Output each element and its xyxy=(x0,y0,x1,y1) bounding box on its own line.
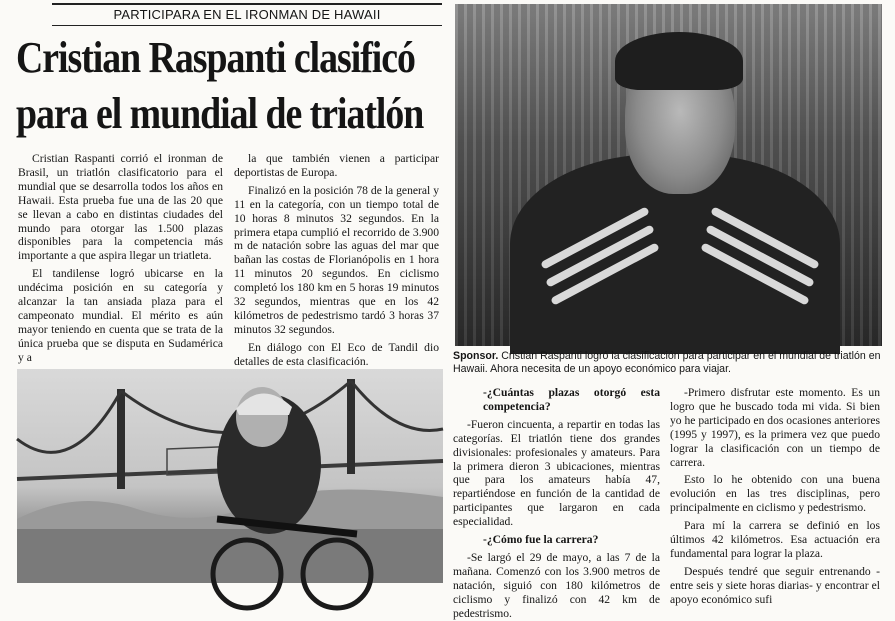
paragraph: Después tendré que seguir entrenando -entre seis y siete horas diarias- y encontrar el apoyo económico sufi xyxy=(670,564,880,606)
paragraph: Esto lo he obtenido con una buena evolución en las tres disciplinas, pero principalmente en ciclismo y pedestrismo. xyxy=(670,473,880,515)
paragraph: Para mí la carrera se definió en los últimos 42 kilómetros. Esa actuación era fundamental para lograr la plaza. xyxy=(670,519,880,560)
interview-answer: -Se largó el 29 de mayo, a las 7 de la mañana. Comenzó con los 3.900 metros de natación, siguió con 180 kilómetros de ciclismo y finalizó con 42 km de pedestrismo. xyxy=(453,550,660,620)
paragraph: Cristian Raspanti corrió el ironman de Brasil, un triatlón clasificatorio para el mundial que se desarrolla todos los años en Hawaii. Esta prueba fue una de las 20 que se llevan a cabo en distintas ciudades del mundo para otorgar las 1.500 plazas disponibles para la competencia más importante a que aspira llegar un triatleta. xyxy=(18,152,223,263)
interview-question: -¿Cómo fue la carrera? xyxy=(483,533,599,547)
portrait-photo xyxy=(455,4,882,346)
paragraph: En diálogo con El Eco de Tandil dio detalles de esta clasificación. xyxy=(234,340,439,368)
bridge-scene-illustration xyxy=(17,369,443,583)
paragraph: la que también vienen a participar deportistas de Europa. xyxy=(234,152,439,179)
caption-text: Cristian Raspanti logró la clasificación para participar en el mundial de triatlón en Hawaii. Ahora necesita de un apoyo económico para viajar. xyxy=(453,350,881,375)
article-column-3 xyxy=(453,386,660,620)
paragraph: El tandilense logró ubicarse en la undécima posición en su categoría y alcanzar la tan ansiada plaza para el campeonato mundial. El mérito es aún mayor teniendo en cuenta que se trata de la única prueba que se disputa en Sudamérica y a xyxy=(18,267,223,364)
hair xyxy=(615,32,743,90)
photo-caption xyxy=(453,350,883,375)
cyclist-bridge-photo xyxy=(17,369,443,583)
headline-line-2: para el mundial de triatlón xyxy=(16,89,424,138)
paragraph: Finalizó en la posición 78 de la general y 11 en la categoría, con un tiempo total de 10 horas 8 minutos 32 segundos. En la primera etapa cumplió el recorrido de 3.900 m de natación sobre las aguas del mar que bañan las costas de Florianópolis en 1 hora 11 minutos 20 segundos. En ciclismo completó los 180 km en 5 horas 19 minutos 32 segundos, mientras que en los 42 kilómetros de pedestrismo tardó 3 horas 37 minutos 32 segundos. xyxy=(234,183,439,336)
article-column-4 xyxy=(670,386,880,606)
paragraph: -Primero disfrutar este momento. Es un logro que he buscado toda mi vida. Si bien yo he participado en dos ocasiones anteriores (1995 y 1997), es la primera vez que puedo lograr la clasificación con un tiempo de carrera. xyxy=(670,386,880,469)
headline xyxy=(16,30,424,142)
caption-lead: Sponsor. xyxy=(453,350,499,362)
headline-line-1: Cristian Raspanti clasificó xyxy=(16,33,415,82)
interview-question: -¿Cuántas plazas otorgó esta competencia? xyxy=(483,386,660,413)
article-column-2 xyxy=(234,152,439,368)
article-column-1 xyxy=(18,152,223,362)
section-kicker: PARTICIPARA EN EL IRONMAN DE HAWAII xyxy=(52,3,442,26)
interview-answer: -Fueron cincuenta, a repartir en todas las categorías. El triatlón tiene dos grandes divisionales: profesionales y amateurs. Para la primera dieron 3 ubicaciones, mientras que para los amateurs había 47, repartiéndose en función de la cantidad de participantes que largaron en cada especialidad. xyxy=(453,417,660,529)
